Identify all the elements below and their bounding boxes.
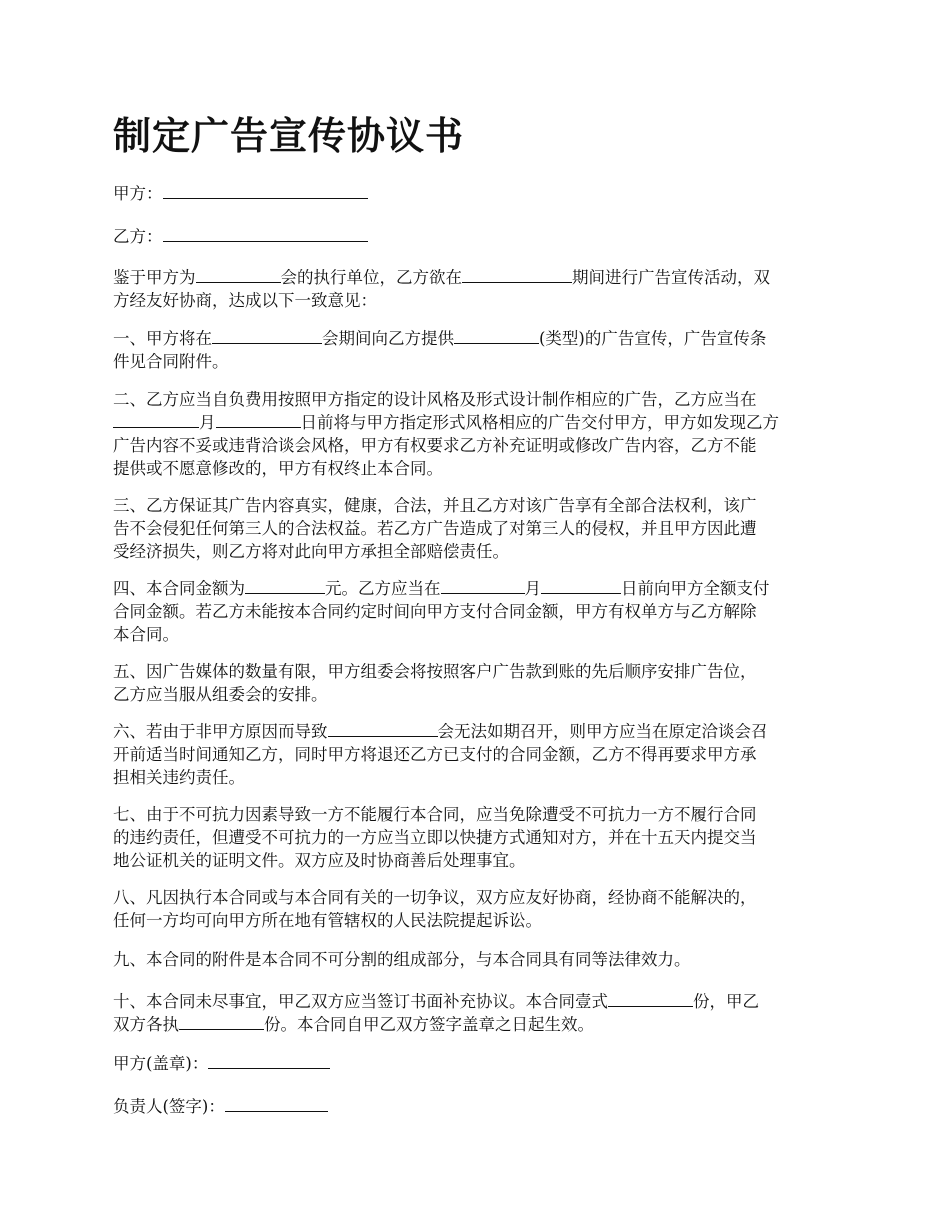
- text-segment: 十、本合同未尽事宜，甲乙双方应当签订书面补充协议。本合同壹式: [113, 992, 608, 1011]
- text-segment: 甲方(盖章)：: [113, 1054, 209, 1073]
- blank: [541, 577, 621, 594]
- text-segment: 七、由于不可抗力因素导致一方不能履行本合同，应当免除遭受不可抗力一方不履行合同: [113, 805, 757, 824]
- text-segment: 甲方：: [113, 184, 163, 203]
- text-segment: 元。乙方应当在: [325, 579, 441, 598]
- text-segment: 日前向甲方全额支付: [621, 579, 770, 598]
- text-segment: 提供或不愿意修改的，甲方有权终止本合同。: [113, 459, 443, 478]
- blank: [216, 411, 301, 428]
- text-segment: 份，甲乙: [693, 992, 759, 1011]
- intro-paragraph: [113, 266, 839, 312]
- text-segment: 合同金额。若乙方未能按本合同约定时间向甲方支付合同金额，甲方有权单方与乙方解除: [113, 602, 757, 621]
- text-segment: 期间进行广告宣传活动，双: [572, 268, 770, 287]
- blank: [212, 327, 322, 344]
- text-segment: 月: [199, 413, 216, 432]
- party-b-line: [113, 225, 839, 248]
- text-segment: 月: [524, 579, 541, 598]
- text-segment: 的违约责任，但遭受不可抗力的一方应当立即以快捷方式通知对方，并在十五天内提交当: [113, 828, 757, 847]
- text-segment: 开前适当时间通知乙方，同时甲方将退还乙方已支付的合同金额，乙方不得再要求甲方承: [113, 745, 757, 764]
- text-segment: 广告内容不妥或违背洽谈会风格，甲方有权要求乙方补充证明或修改广告内容，乙方不能: [113, 436, 757, 455]
- text-segment: (类型)的广告宣传，广告宣传条: [539, 329, 767, 348]
- text-segment: 四、本合同金额为: [113, 579, 245, 598]
- text-segment: 乙方应当服从组委会的安排。: [113, 685, 328, 704]
- text-segment: 本合同。: [113, 625, 179, 644]
- party-a-line: [113, 182, 839, 205]
- text-segment: 五、因广告媒体的数量有限，甲方组委会将按照客户广告款到账的先后顺序安排广告位，: [113, 662, 757, 681]
- blank: [113, 411, 199, 428]
- text-segment: 受经济损失，则乙方将对此向甲方承担全部赔偿责任。: [113, 542, 509, 561]
- document-title: 制定广告宣传协议书: [113, 114, 465, 158]
- text-segment: 负责人(签字)：: [113, 1097, 225, 1116]
- signature-party-a: [113, 1052, 839, 1075]
- text-segment: 六、若由于非甲方原因而导致: [113, 722, 328, 741]
- clause-8: [113, 886, 839, 932]
- signature-representative: [113, 1095, 839, 1118]
- clause-10: [113, 990, 839, 1036]
- text-segment: 份。本合同自甲乙双方签字盖章之日起生效。: [264, 1015, 594, 1034]
- blank: [245, 577, 325, 594]
- party-a-blank: [163, 182, 368, 199]
- text-segment: 双方各执: [113, 1015, 179, 1034]
- text-segment: 告不会侵犯任何第三人的合法权益。若乙方广告造成了对第三人的侵权，并且甲方因此遭: [113, 519, 757, 538]
- signature-rep-blank: [225, 1095, 328, 1112]
- text-segment: 乙方：: [113, 227, 163, 246]
- clause-3: [113, 494, 839, 563]
- blank: [328, 720, 438, 737]
- text-segment: 三、乙方保证其广告内容真实，健康，合法，并且乙方对该广告享有全部合法权利，该广: [113, 496, 757, 515]
- blank: [608, 990, 693, 1007]
- text-segment: 担相关违约责任。: [113, 768, 245, 787]
- clause-2: [113, 388, 839, 480]
- clause-1: [113, 327, 839, 373]
- text-segment: 任何一方均可向甲方所在地有管辖权的人民法院提起诉讼。: [113, 911, 542, 930]
- text-segment: 九、本合同的附件是本合同不可分割的组成部分，与本合同具有同等法律效力。: [113, 950, 691, 969]
- clause-5: [113, 660, 839, 706]
- text-segment: 会的执行单位，乙方欲在: [280, 268, 462, 287]
- blank: [179, 1013, 264, 1030]
- clause-4: [113, 577, 839, 646]
- text-segment: 会期间向乙方提供: [322, 329, 454, 348]
- text-segment: 地公证机关的证明文件。双方应及时协商善后处理事宜。: [113, 851, 526, 870]
- clause-9: [113, 948, 839, 971]
- blank: [462, 266, 572, 283]
- blank: [454, 327, 539, 344]
- text-segment: 一、甲方将在: [113, 329, 212, 348]
- text-segment: 会无法如期召开，则甲方应当在原定洽谈会召: [437, 722, 768, 741]
- text-segment: 鉴于甲方为: [113, 268, 196, 287]
- text-segment: 二、乙方应当自负费用按照甲方指定的设计风格及形式设计制作相应的广告，乙方应当在: [113, 390, 757, 409]
- blank: [196, 266, 281, 283]
- signature-a-blank: [208, 1052, 330, 1069]
- clause-7: [113, 803, 839, 872]
- blank: [441, 577, 525, 594]
- party-b-blank: [163, 225, 368, 242]
- text-segment: 方经友好协商，达成以下一致意见：: [113, 291, 377, 310]
- text-segment: 件见合同附件。: [113, 352, 229, 371]
- clause-6: [113, 720, 839, 789]
- text-segment: 日前将与甲方指定形式风格相应的广告交付甲方，甲方如发现乙方: [300, 413, 779, 432]
- text-segment: 八、凡因执行本合同或与本合同有关的一切争议，双方应友好协商，经协商不能解决的，: [113, 888, 757, 907]
